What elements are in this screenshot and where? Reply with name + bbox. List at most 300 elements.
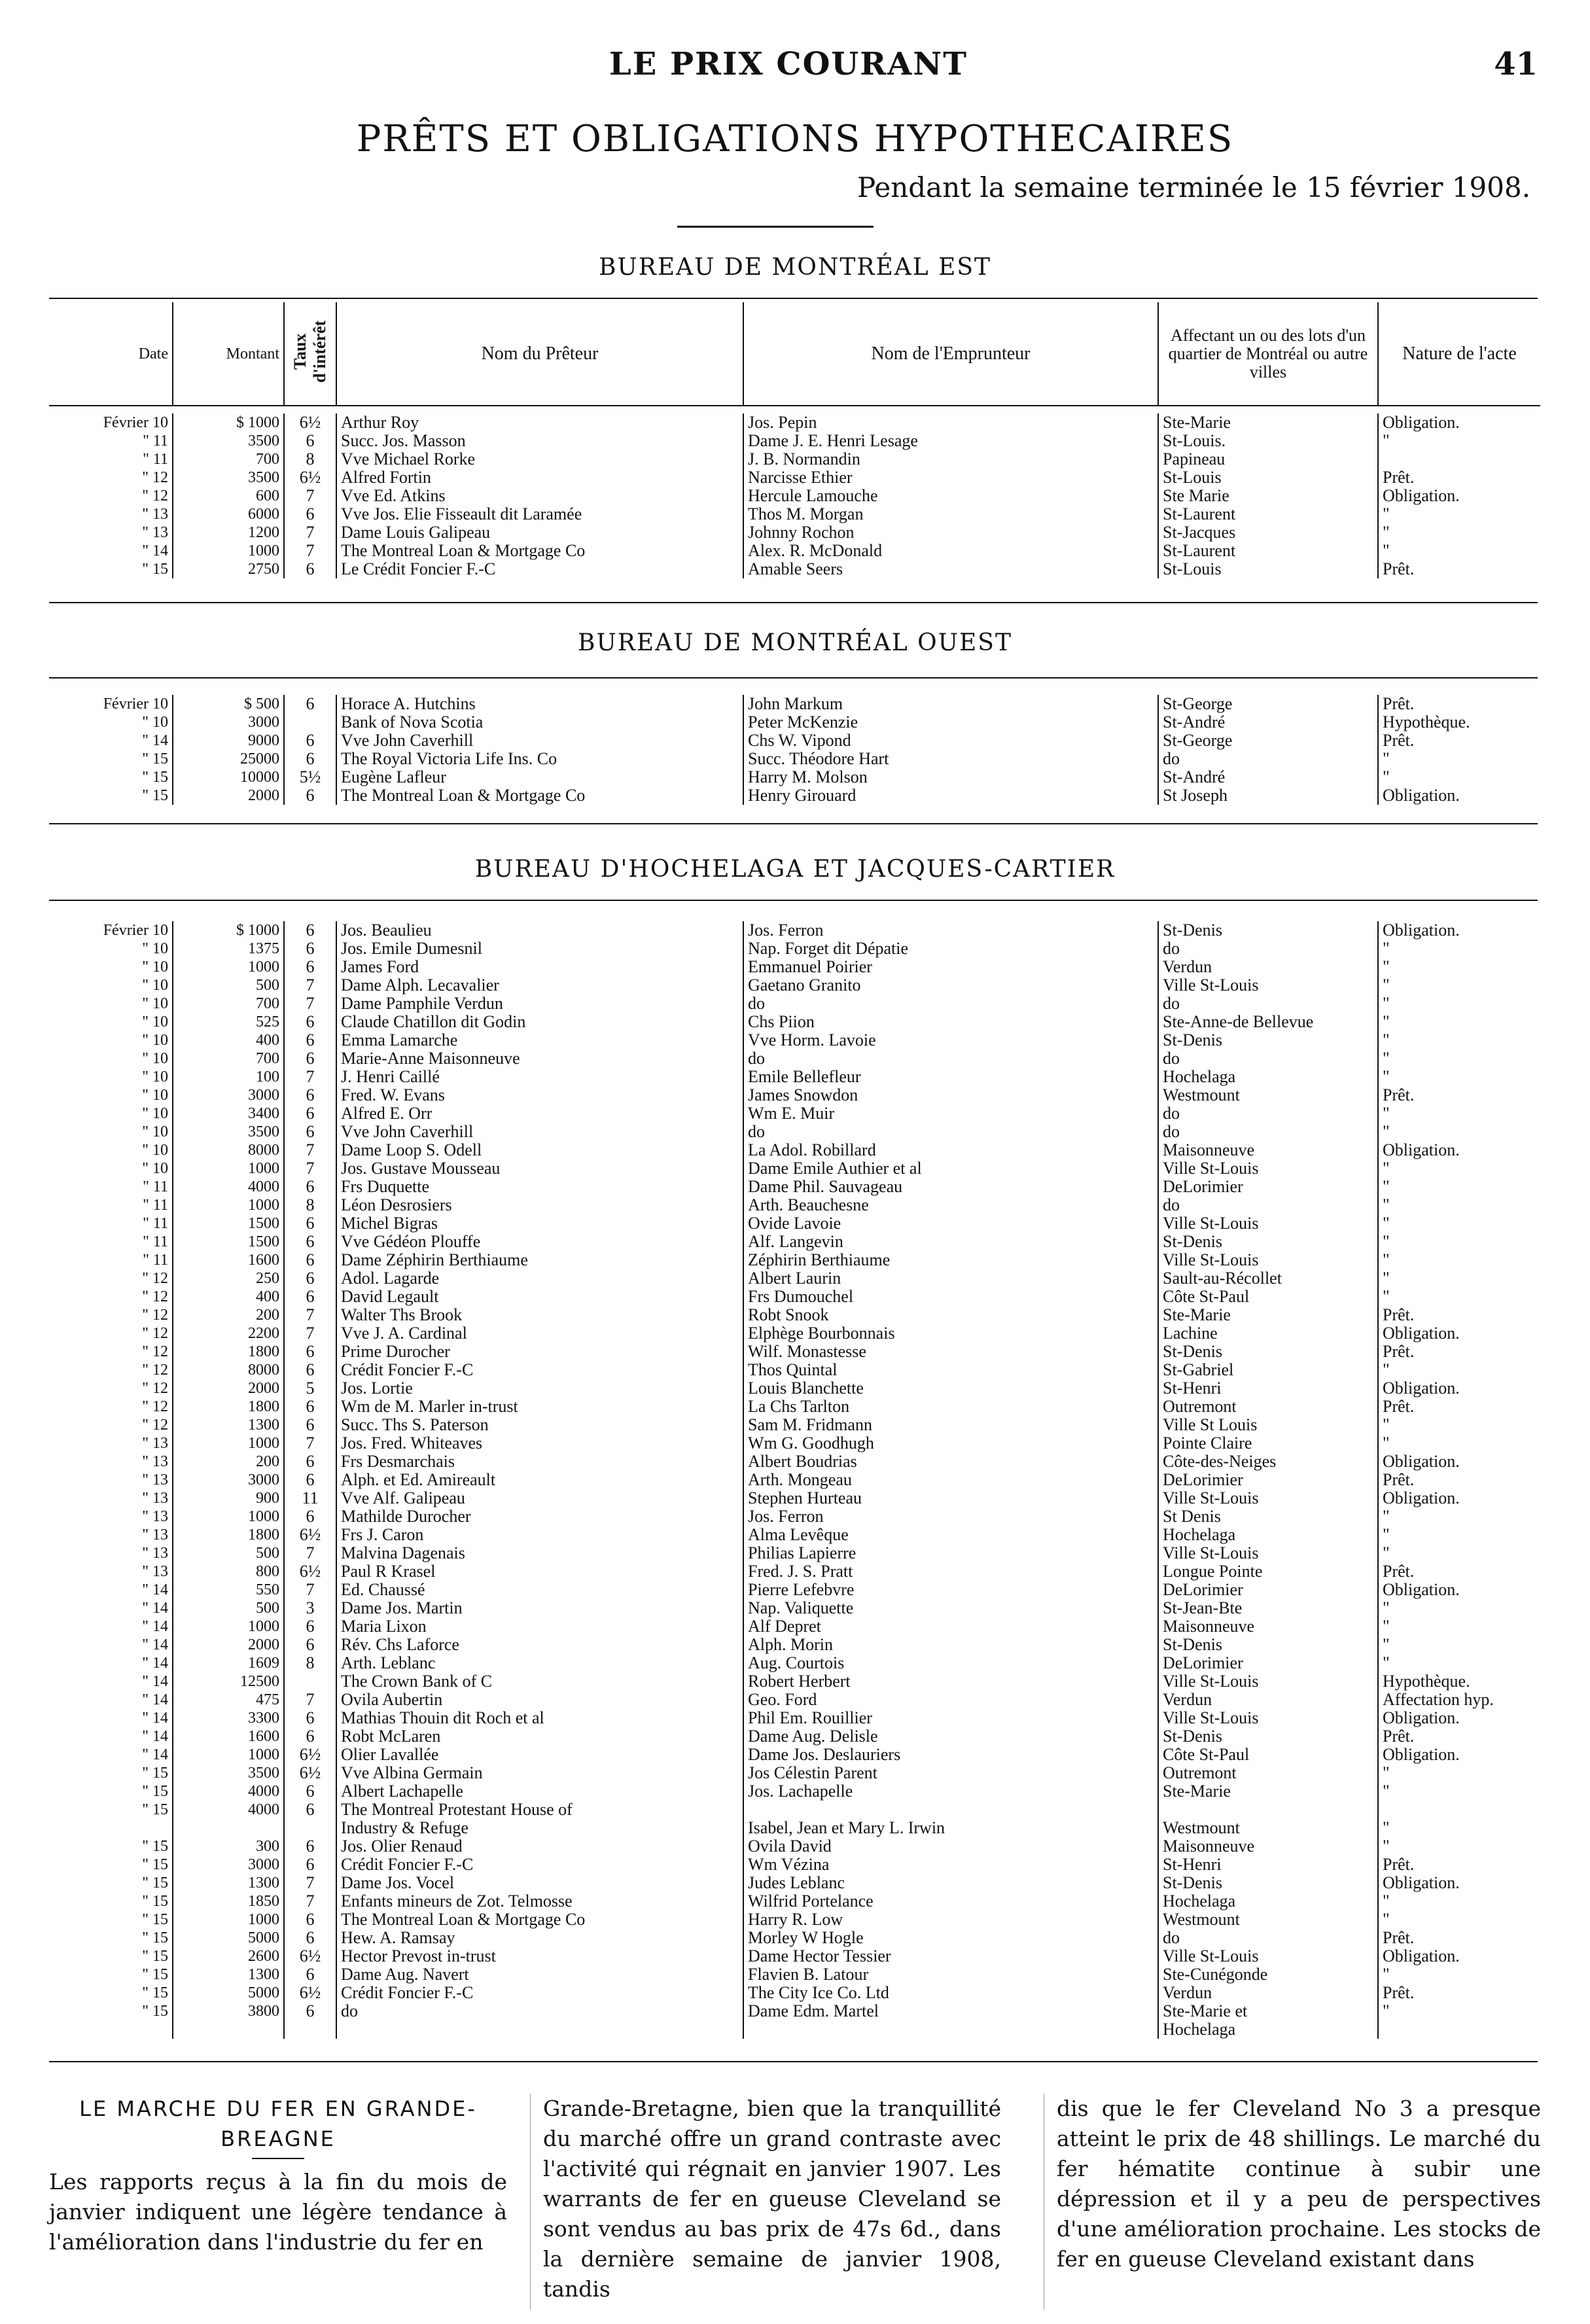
- affectant-cell: Ste-Anne-de Bellevue: [1158, 1013, 1378, 1031]
- emprunteur-cell: The City Ice Co. Ltd: [743, 1984, 1158, 2002]
- nature-cell: ": [1383, 1068, 1390, 1086]
- montant-cell: 1000: [173, 1434, 284, 1452]
- affectant-cell: Maisonneuve: [1158, 1141, 1378, 1159]
- montant-cell: 2000: [173, 786, 284, 805]
- nature-cell: ": [1383, 1819, 1390, 1837]
- affectant-cell: Ste-Marie: [1158, 1782, 1378, 1801]
- montant-cell: 3000: [173, 713, 284, 731]
- nature-cell: ": [1383, 1782, 1390, 1801]
- table-row: [49, 487, 1540, 505]
- emprunteur-cell: Emile Bellefleur: [743, 1068, 1158, 1086]
- montant-cell: 1850: [173, 1892, 284, 1910]
- affectant-cell: Sault-au-Récollet: [1158, 1269, 1378, 1288]
- date-cell: " 10: [49, 976, 173, 995]
- affectant-cell: St-Louis.: [1158, 432, 1378, 450]
- page-header: [39, 46, 1538, 98]
- affectant-cell: Verdun: [1158, 958, 1378, 976]
- nature-cell: Prêt.: [1383, 468, 1415, 487]
- montant-cell: 3000: [173, 1086, 284, 1104]
- emprunteur-cell: Flavien B. Latour: [743, 1965, 1158, 1984]
- emprunteur-cell: Thos Quintal: [743, 1361, 1158, 1379]
- date-cell: " 15: [49, 1910, 173, 1929]
- affectant-cell: Westmount: [1158, 1086, 1378, 1104]
- taux-cell: 7: [284, 1159, 336, 1178]
- montant-cell: 1600: [173, 1727, 284, 1746]
- emprunteur-cell: Robert Herbert: [743, 1672, 1158, 1691]
- preteur-cell: Albert Lachapelle: [336, 1782, 743, 1801]
- nature-cell: ": [1383, 1617, 1390, 1636]
- preteur-cell: Adol. Lagarde: [336, 1269, 743, 1288]
- nature-cell: Obligation.: [1383, 1709, 1460, 1727]
- montant-cell: 1300: [173, 1874, 284, 1892]
- affectant-cell: Hochelaga: [1158, 1892, 1378, 1910]
- emprunteur-cell: do: [743, 995, 1158, 1013]
- preteur-cell: Jos. Gustave Mousseau: [336, 1159, 743, 1178]
- montant-cell: 700: [173, 995, 284, 1013]
- date-cell: " 15: [49, 1782, 173, 1801]
- emprunteur-cell: Chs W. Vipond: [743, 731, 1158, 750]
- preteur-cell: Ed. Chaussé: [336, 1581, 743, 1599]
- montant-cell: 1000: [173, 542, 284, 560]
- affectant-cell: Maisonneuve: [1158, 1837, 1378, 1856]
- emprunteur-cell: Ovila David: [743, 1837, 1158, 1856]
- col-header-date: Date: [49, 302, 173, 406]
- affectant-cell: Ste-Marie: [1158, 1306, 1378, 1324]
- affectant-cell: Hochelaga: [1158, 2020, 1378, 2039]
- date-cell: " 14: [49, 731, 173, 750]
- preteur-cell: Le Crédit Foncier F.-C: [336, 560, 743, 578]
- preteur-cell: Vve Albina Germain: [336, 1764, 743, 1782]
- montant-cell: 4000: [173, 1801, 284, 1819]
- date-cell: " 15: [49, 750, 173, 768]
- montant-cell: 3000: [173, 1471, 284, 1489]
- date-cell: " 15: [49, 1929, 173, 1947]
- preteur-cell: [336, 2020, 743, 2039]
- affectant-cell: St-Denis: [1158, 1727, 1378, 1746]
- date-cell: " 11: [49, 1214, 173, 1233]
- table-row: [49, 1398, 1540, 1416]
- emprunteur-cell: La Chs Tarlton: [743, 1398, 1158, 1416]
- montant-cell: 2600: [173, 1947, 284, 1965]
- taux-cell: 6: [284, 750, 336, 768]
- taux-cell: [284, 1672, 336, 1691]
- date-cell: " 11: [49, 1178, 173, 1196]
- affectant-cell: Ville St-Louis: [1158, 1544, 1378, 1562]
- nature-cell: Obligation.: [1383, 1489, 1460, 1507]
- nature-cell: ": [1383, 1764, 1390, 1782]
- emprunteur-cell: Sam M. Fridmann: [743, 1416, 1158, 1434]
- affectant-cell: Ste Marie: [1158, 487, 1378, 505]
- emprunteur-cell: Dame Aug. Delisle: [743, 1727, 1158, 1746]
- date-cell: Février 10: [49, 414, 173, 432]
- nature-cell: ": [1383, 1159, 1390, 1178]
- emprunteur-cell: Gaetano Granito: [743, 976, 1158, 995]
- date-cell: " 14: [49, 1617, 173, 1636]
- nature-cell: Prêt.: [1383, 1086, 1415, 1104]
- nature-cell: ": [1383, 1526, 1390, 1544]
- affectant-cell: St-Denis: [1158, 1031, 1378, 1049]
- montant-cell: 5000: [173, 1929, 284, 1947]
- section-rule: [49, 602, 1538, 603]
- preteur-cell: Alph. et Ed. Amireault: [336, 1471, 743, 1489]
- affectant-cell: St-Denis: [1158, 921, 1378, 940]
- preteur-cell: Michel Bigras: [336, 1214, 743, 1233]
- taux-cell: 6: [284, 1251, 336, 1269]
- emprunteur-cell: Zéphirin Berthiaume: [743, 1251, 1158, 1269]
- taux-cell: 6: [284, 505, 336, 523]
- date-cell: " 10: [49, 940, 173, 958]
- preteur-cell: Frs Duquette: [336, 1178, 743, 1196]
- preteur-cell: Maria Lixon: [336, 1617, 743, 1636]
- affectant-cell: Ville St-Louis: [1158, 1672, 1378, 1691]
- preteur-cell: Vve John Caverhill: [336, 731, 743, 750]
- table-row: [49, 1727, 1540, 1746]
- emprunteur-cell: Phil Em. Rouillier: [743, 1709, 1158, 1727]
- montant-cell: 3800: [173, 2002, 284, 2020]
- affectant-cell: St-André: [1158, 768, 1378, 786]
- table-row: [49, 1361, 1540, 1379]
- taux-cell: 7: [284, 995, 336, 1013]
- preteur-cell: Frs J. Caron: [336, 1526, 743, 1544]
- table-row: [49, 1581, 1540, 1599]
- taux-cell: 6: [284, 1398, 336, 1416]
- affectant-cell: St-Denis: [1158, 1636, 1378, 1654]
- taux-cell: 6: [284, 1031, 336, 1049]
- taux-cell: 7: [284, 1874, 336, 1892]
- nature-cell: Obligation.: [1383, 414, 1460, 432]
- montant-cell: 12500: [173, 1672, 284, 1691]
- table-row: [49, 1856, 1540, 1874]
- emprunteur-cell: Wilf. Monastesse: [743, 1343, 1158, 1361]
- nature-cell: Obligation.: [1383, 1452, 1460, 1471]
- table-row: [49, 731, 1540, 750]
- table-row: [49, 1031, 1540, 1049]
- date-cell: " 11: [49, 1251, 173, 1269]
- affectant-cell: Outremont: [1158, 1764, 1378, 1782]
- emprunteur-cell: do: [743, 1123, 1158, 1141]
- date-cell: " 12: [49, 1398, 173, 1416]
- montant-cell: 1000: [173, 1507, 284, 1526]
- taux-cell: 6: [284, 1452, 336, 1471]
- preteur-cell: Vve Ed. Atkins: [336, 487, 743, 505]
- nature-cell: ": [1383, 1507, 1390, 1526]
- preteur-cell: Hector Prevost in-trust: [336, 1947, 743, 1965]
- affectant-cell: do: [1158, 940, 1378, 958]
- emprunteur-cell: Judes Leblanc: [743, 1874, 1158, 1892]
- table-row: [49, 560, 1540, 578]
- date-cell: " 10: [49, 995, 173, 1013]
- emprunteur-cell: Emmanuel Poirier: [743, 958, 1158, 976]
- section-rule: [49, 298, 1538, 299]
- preteur-cell: do: [336, 2002, 743, 2020]
- nature-cell: Obligation.: [1383, 1947, 1460, 1965]
- nature-cell: [1378, 450, 1540, 468]
- nature-cell: Prêt.: [1383, 731, 1415, 750]
- emprunteur-cell: J. B. Normandin: [743, 450, 1158, 468]
- emprunteur-cell: Nap. Forget dit Dépatie: [743, 940, 1158, 958]
- nature-cell: ": [1383, 432, 1390, 450]
- affectant-cell: do: [1158, 1929, 1378, 1947]
- table-row: [49, 1123, 1540, 1141]
- date-cell: " 10: [49, 713, 173, 731]
- preteur-cell: Industry & Refuge: [336, 1819, 743, 1837]
- affectant-cell: Hochelaga: [1158, 1526, 1378, 1544]
- nature-cell: ": [1383, 1636, 1390, 1654]
- date-cell: " 14: [49, 1746, 173, 1764]
- date-cell: " 13: [49, 1489, 173, 1507]
- preteur-cell: Jos. Fred. Whiteaves: [336, 1434, 743, 1452]
- montant-cell: 1300: [173, 1416, 284, 1434]
- taux-cell: 6: [284, 2002, 336, 2020]
- montant-cell: 1000: [173, 958, 284, 976]
- emprunteur-cell: Alma Levêque: [743, 1526, 1158, 1544]
- taux-cell: 6½: [284, 1526, 336, 1544]
- table-row: [49, 1434, 1540, 1452]
- date-cell: " 13: [49, 1471, 173, 1489]
- table-row: [49, 1379, 1540, 1398]
- emprunteur-cell: Dame Emile Authier et al: [743, 1159, 1158, 1178]
- table-row: [49, 750, 1540, 768]
- nature-cell: ": [1383, 1837, 1390, 1856]
- table-row: [49, 713, 1540, 731]
- preteur-cell: Robt McLaren: [336, 1727, 743, 1746]
- taux-cell: 5½: [284, 768, 336, 786]
- nature-cell: ": [1383, 1892, 1390, 1910]
- preteur-cell: Claude Chatillon dit Godin: [336, 1013, 743, 1031]
- table-montreal-ouest: [49, 695, 1540, 805]
- nature-cell: ": [1383, 1013, 1390, 1031]
- preteur-cell: The Crown Bank of C: [336, 1672, 743, 1691]
- affectant-cell: Papineau: [1158, 450, 1378, 468]
- taux-cell: 6: [284, 1361, 336, 1379]
- nature-cell: ": [1383, 1965, 1390, 1984]
- affectant-cell: Ville St Louis: [1158, 1416, 1378, 1434]
- col-header-montant: Montant: [173, 302, 284, 406]
- nature-cell: [1378, 1801, 1540, 1819]
- col-header-affectant: Affectant un ou des lots d'un quartier de Montréal ou autre villes: [1158, 302, 1378, 406]
- preteur-cell: Malvina Dagenais: [336, 1544, 743, 1562]
- taux-cell: 6½: [284, 414, 336, 432]
- date-cell: " 14: [49, 1599, 173, 1617]
- date-cell: " 13: [49, 1507, 173, 1526]
- table-row: [49, 2002, 1540, 2020]
- section-rule: [49, 823, 1538, 824]
- nature-cell: Prêt.: [1383, 560, 1415, 578]
- taux-cell: 6: [284, 1013, 336, 1031]
- table-row: [49, 523, 1540, 542]
- nature-cell: Prêt.: [1383, 1306, 1415, 1324]
- taux-cell: 6½: [284, 468, 336, 487]
- montant-cell: 1000: [173, 1910, 284, 1929]
- nature-cell: [1378, 2020, 1540, 2039]
- table-row: [49, 1599, 1540, 1617]
- table-row: [49, 1343, 1540, 1361]
- table-row: [49, 1068, 1540, 1086]
- nature-cell: Prêt.: [1383, 695, 1415, 713]
- affectant-cell: Ville St-Louis: [1158, 976, 1378, 995]
- affectant-cell: St-Henri: [1158, 1856, 1378, 1874]
- table-hochelaga: [49, 921, 1540, 2039]
- montant-cell: 1300: [173, 1965, 284, 1984]
- table-row: [49, 1965, 1540, 1984]
- section-rule: [49, 677, 1538, 678]
- table-row: [49, 1892, 1540, 1910]
- preteur-cell: Walter Ths Brook: [336, 1306, 743, 1324]
- article-text-col-2: Grande-Bretagne, bien que la tranquillité du marché offre un grand contraste avec l'activité qui régnait en janvier 1907. Les warrants de fer en gueuse Cleveland se sont vendus au bas prix de 47s 6d., dans la dernière semaine de janvier 1908, tandis: [543, 2096, 1001, 2302]
- affectant-cell: St-Jean-Bte: [1158, 1599, 1378, 1617]
- montant-cell: 900: [173, 1489, 284, 1507]
- taux-cell: 6: [284, 1123, 336, 1141]
- affectant-cell: St-André: [1158, 713, 1378, 731]
- taux-cell: 6: [284, 786, 336, 805]
- taux-cell: 7: [284, 1306, 336, 1324]
- preteur-cell: Jos. Olier Renaud: [336, 1837, 743, 1856]
- emprunteur-cell: Jos. Pepin: [743, 414, 1158, 432]
- taux-cell: 6: [284, 1856, 336, 1874]
- table-row: [49, 1507, 1540, 1526]
- affectant-cell: St-Denis: [1158, 1874, 1378, 1892]
- table-row: [49, 1782, 1540, 1801]
- montant-cell: 1800: [173, 1343, 284, 1361]
- date-cell: " 15: [49, 786, 173, 805]
- table-row: [49, 1910, 1540, 1929]
- date-cell: " 15: [49, 1984, 173, 2002]
- taux-cell: 6: [284, 921, 336, 940]
- preteur-cell: Alfred E. Orr: [336, 1104, 743, 1123]
- table-row: [49, 1819, 1540, 1837]
- table-row: [49, 1471, 1540, 1489]
- emprunteur-cell: Dame J. E. Henri Lesage: [743, 432, 1158, 450]
- emprunteur-cell: John Markum: [743, 695, 1158, 713]
- table-row: [49, 921, 1540, 940]
- table-row: [49, 1746, 1540, 1764]
- affectant-cell: Ville St-Louis: [1158, 1947, 1378, 1965]
- date-cell: " 12: [49, 1379, 173, 1398]
- table-row: [49, 414, 1540, 432]
- emprunteur-cell: Jos. Lachapelle: [743, 1782, 1158, 1801]
- emprunteur-cell: Stephen Hurteau: [743, 1489, 1158, 1507]
- nature-cell: Prêt.: [1383, 1856, 1415, 1874]
- emprunteur-cell: Alf Depret: [743, 1617, 1158, 1636]
- date-cell: " 15: [49, 1947, 173, 1965]
- emprunteur-cell: do: [743, 1049, 1158, 1068]
- montant-cell: 4000: [173, 1178, 284, 1196]
- montant-cell: 525: [173, 1013, 284, 1031]
- affectant-cell: Ville St-Louis: [1158, 1489, 1378, 1507]
- taux-cell: 6½: [284, 1562, 336, 1581]
- affectant-cell: Verdun: [1158, 1984, 1378, 2002]
- emprunteur-cell: Wm E. Muir: [743, 1104, 1158, 1123]
- montant-cell: 3500: [173, 432, 284, 450]
- preteur-cell: J. Henri Caillé: [336, 1068, 743, 1086]
- nature-cell: ": [1383, 1544, 1390, 1562]
- nature-cell: ": [1383, 958, 1390, 976]
- preteur-cell: Rév. Chs Laforce: [336, 1636, 743, 1654]
- date-cell: [49, 2020, 173, 2039]
- taux-cell: 8: [284, 1196, 336, 1214]
- emprunteur-cell: Arth. Beauchesne: [743, 1196, 1158, 1214]
- nature-cell: Prêt.: [1383, 1929, 1415, 1947]
- taux-cell: 6: [284, 432, 336, 450]
- date-cell: " 13: [49, 1562, 173, 1581]
- montant-cell: 200: [173, 1452, 284, 1471]
- date-cell: " 15: [49, 1801, 173, 1819]
- montant-cell: 8000: [173, 1361, 284, 1379]
- date-cell: " 12: [49, 1288, 173, 1306]
- affectant-cell: St-Denis: [1158, 1233, 1378, 1251]
- preteur-cell: Jos. Emile Dumesnil: [336, 940, 743, 958]
- nature-cell: ": [1383, 1599, 1390, 1617]
- nature-cell: ": [1383, 1288, 1390, 1306]
- date-cell: " 14: [49, 1581, 173, 1599]
- nature-cell: Prêt.: [1383, 1984, 1415, 2002]
- date-cell: " 12: [49, 1343, 173, 1361]
- affectant-cell: Ville St-Louis: [1158, 1159, 1378, 1178]
- taux-cell: 6: [284, 1049, 336, 1068]
- emprunteur-cell: Robt Snook: [743, 1306, 1158, 1324]
- date-cell: " 10: [49, 958, 173, 976]
- table-row: [49, 1562, 1540, 1581]
- taux-cell: 6: [284, 1801, 336, 1819]
- nature-cell: Prêt.: [1383, 1343, 1415, 1361]
- nature-cell: ": [1383, 1416, 1390, 1434]
- affectant-cell: DeLorimier: [1158, 1178, 1378, 1196]
- table-row: [49, 542, 1540, 560]
- montant-cell: 10000: [173, 768, 284, 786]
- nature-cell: Obligation.: [1383, 786, 1460, 805]
- preteur-cell: The Montreal Loan & Mortgage Co: [336, 786, 743, 805]
- table-row: [49, 1306, 1540, 1324]
- date-cell: " 14: [49, 1709, 173, 1727]
- taux-cell: 6: [284, 1416, 336, 1434]
- montant-cell: $ 1000: [173, 921, 284, 940]
- preteur-cell: Crédit Foncier F.-C: [336, 1984, 743, 2002]
- affectant-cell: Hochelaga: [1158, 1068, 1378, 1086]
- table-row: [49, 1984, 1540, 2002]
- nature-cell: Obligation.: [1383, 1746, 1460, 1764]
- montant-cell: 2200: [173, 1324, 284, 1343]
- montant-cell: 1800: [173, 1398, 284, 1416]
- preteur-cell: The Montreal Protestant House of: [336, 1801, 743, 1819]
- montant-cell: 700: [173, 450, 284, 468]
- table-row: [49, 1049, 1540, 1068]
- date-cell: " 13: [49, 1452, 173, 1471]
- nature-cell: ": [1383, 1251, 1390, 1269]
- affectant-cell: St Denis: [1158, 1507, 1378, 1526]
- emprunteur-cell: Wilfrid Portelance: [743, 1892, 1158, 1910]
- montant-cell: 500: [173, 1544, 284, 1562]
- affectant-cell: DeLorimier: [1158, 1471, 1378, 1489]
- nature-cell: ": [1383, 1361, 1390, 1379]
- montant-cell: 25000: [173, 750, 284, 768]
- nature-cell: ": [1383, 995, 1390, 1013]
- taux-cell: 7: [284, 1581, 336, 1599]
- col-header-preteur: Nom du Prêteur: [336, 302, 743, 406]
- section-rule: [49, 900, 1538, 901]
- preteur-cell: James Ford: [336, 958, 743, 976]
- emprunteur-cell: Hercule Lamouche: [743, 487, 1158, 505]
- taux-cell: 7: [284, 1892, 336, 1910]
- taux-cell: 6: [284, 695, 336, 713]
- montant-cell: 6000: [173, 505, 284, 523]
- affectant-cell: Côte-des-Neiges: [1158, 1452, 1378, 1471]
- montant-cell: [173, 1819, 284, 1837]
- taux-cell: 5: [284, 1379, 336, 1398]
- section-title-montreal-est: BUREAU DE MONTRÉAL EST: [598, 254, 992, 281]
- taux-cell: 6: [284, 1727, 336, 1746]
- nature-cell: ": [1383, 1123, 1390, 1141]
- table-row: [49, 1104, 1540, 1123]
